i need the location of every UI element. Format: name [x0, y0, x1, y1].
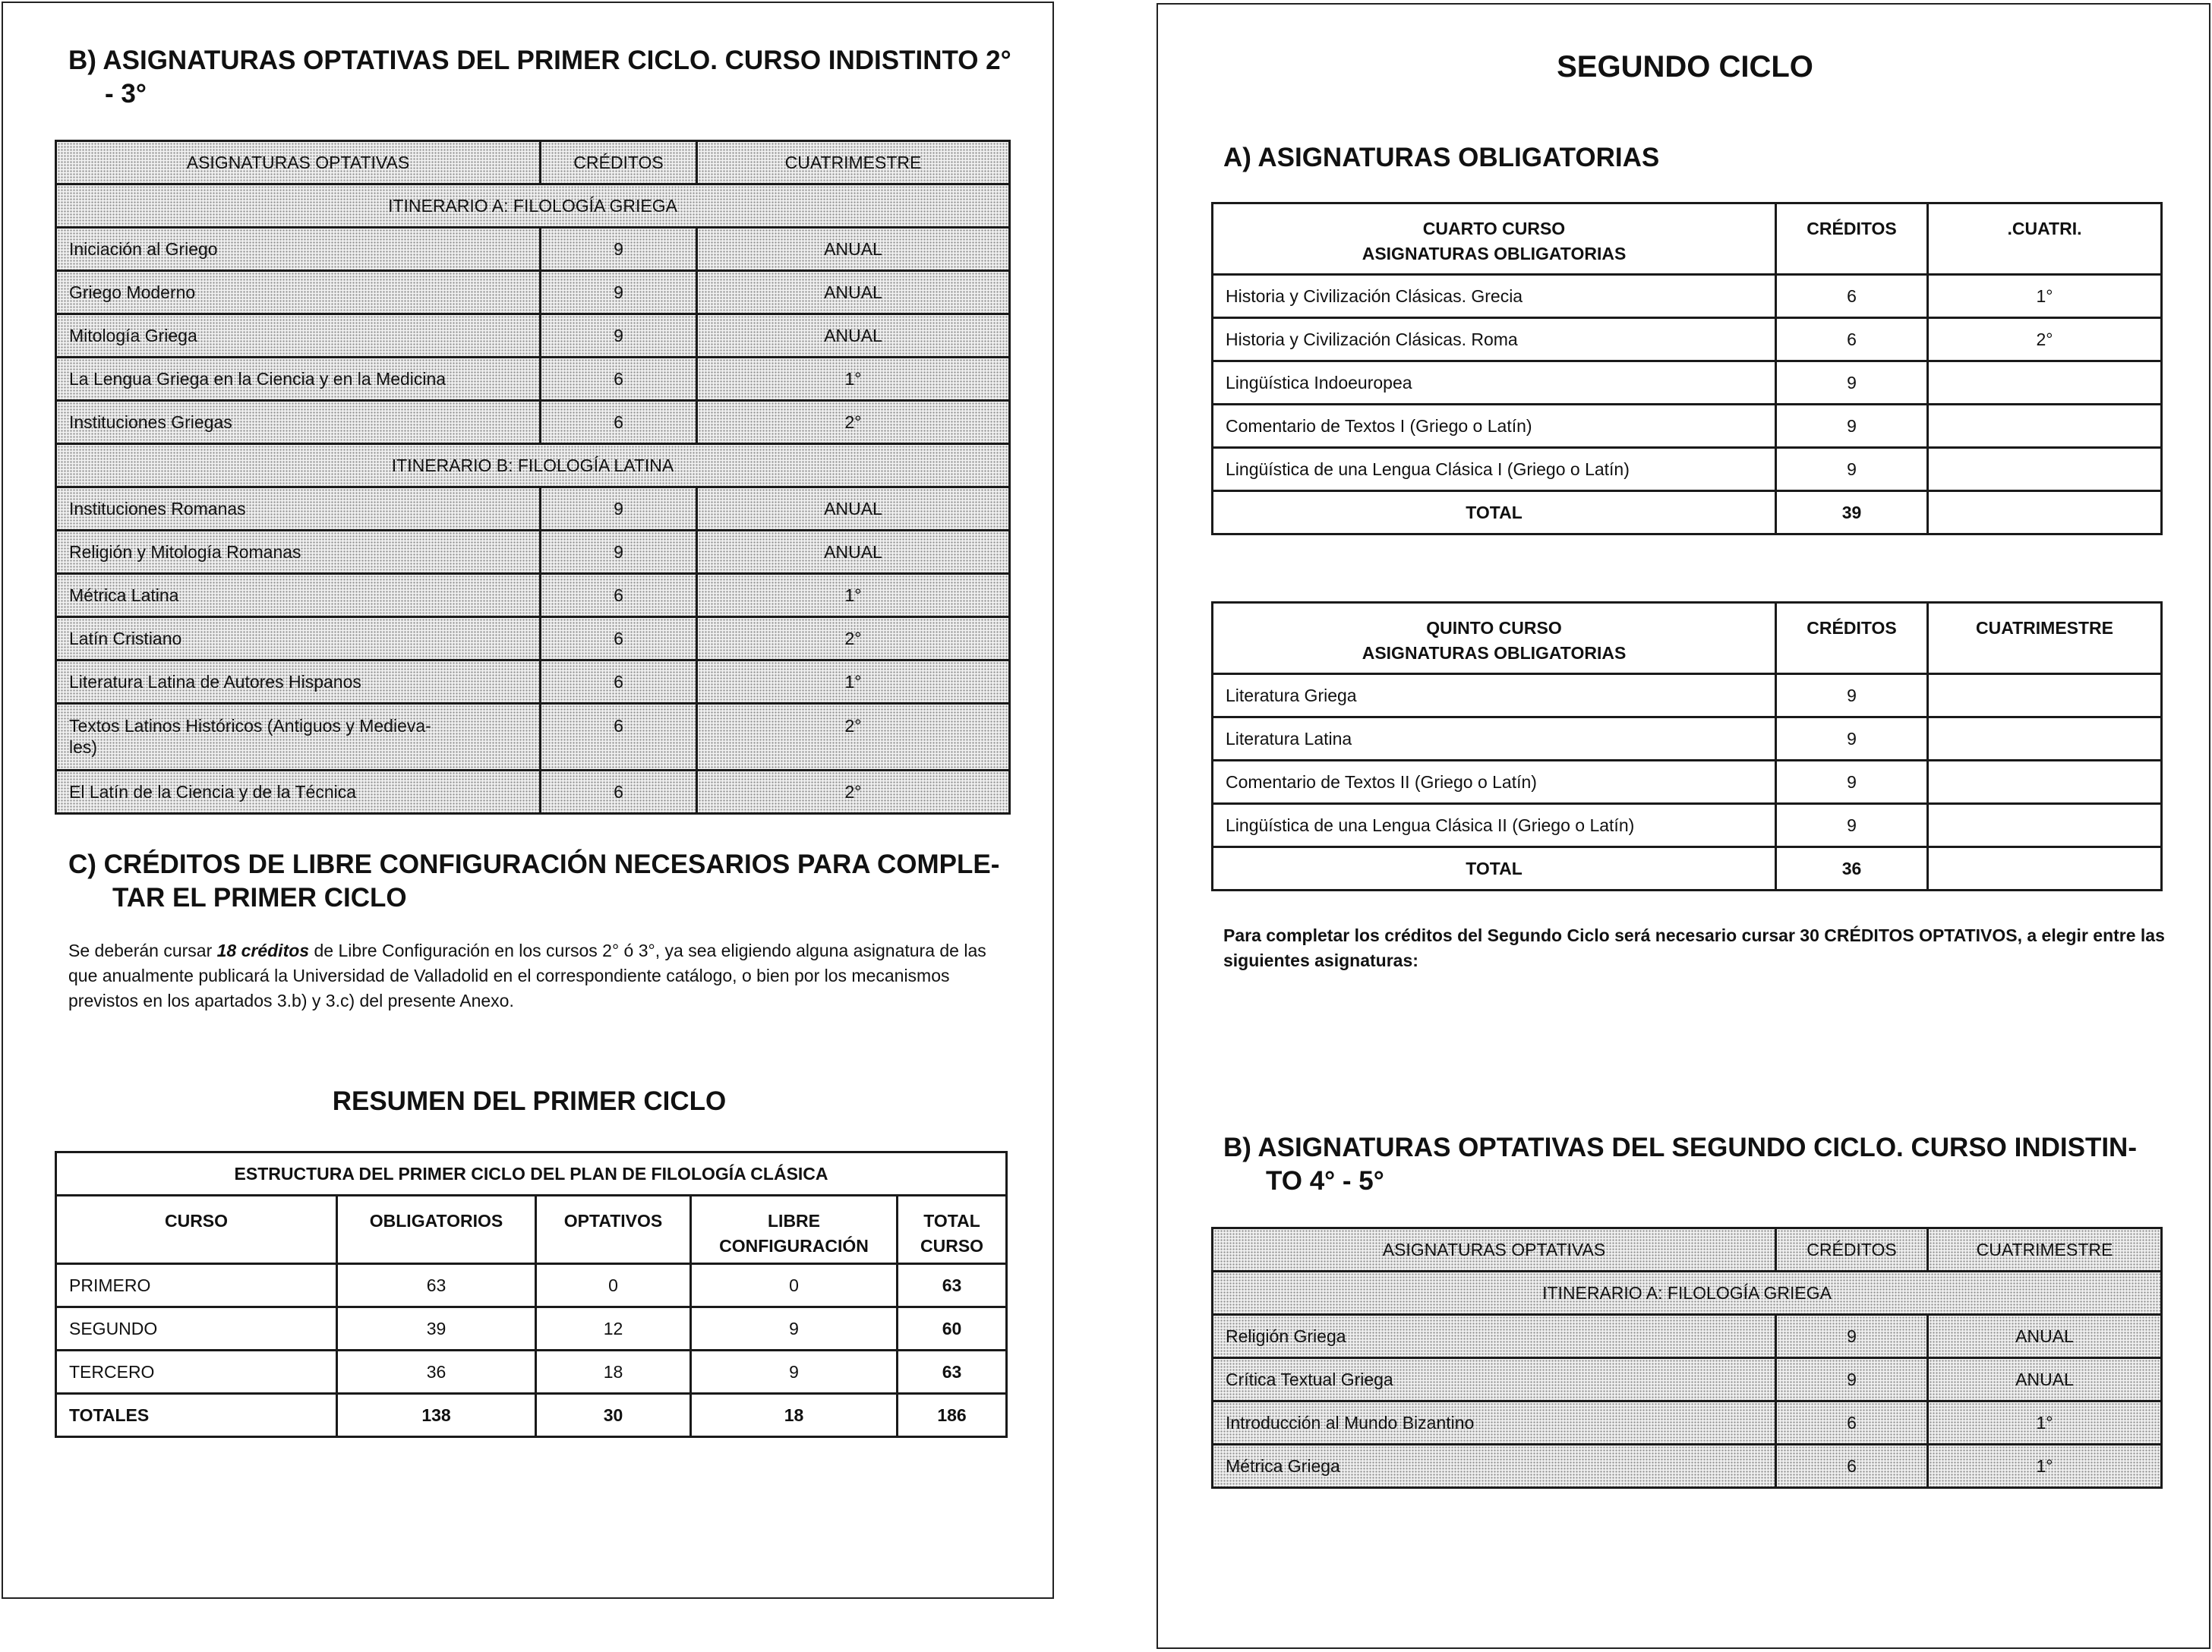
header-total-curso: TOTAL CURSO — [898, 1196, 1007, 1264]
term-cell: ANUAL — [697, 271, 1010, 314]
table-row — [1213, 717, 2162, 761]
header-curso: CURSO — [56, 1196, 337, 1264]
subject-cell: Lingüística de una Lengua Clásica II (Griego o Latín) — [1213, 804, 1776, 847]
table-row — [56, 1307, 1007, 1351]
table-row — [56, 228, 1010, 271]
optativas-primer-ciclo-table — [55, 140, 1011, 815]
total-cell: 60 — [898, 1307, 1007, 1351]
subject-cell: Religión y Mitología Romanas — [56, 531, 541, 574]
resumen-title: RESUMEN DEL PRIMER CICLO — [332, 1086, 727, 1116]
table-row — [1213, 361, 2162, 405]
curso-cell: PRIMERO — [56, 1264, 337, 1307]
table-row — [56, 314, 1010, 358]
term-cell: 1° — [1928, 275, 2162, 318]
credits-cell: 9 — [1776, 1315, 1928, 1358]
table-header-row — [56, 141, 1010, 184]
table-row — [56, 617, 1010, 660]
table-row — [1213, 1315, 2162, 1358]
table-row — [1213, 1401, 2162, 1445]
table-row — [56, 487, 1010, 531]
credits-cell: 6 — [1776, 275, 1928, 318]
credits-cell: 9 — [541, 487, 697, 531]
credits-cell: 9 — [1776, 761, 1928, 804]
section-c-title-line2: TAR EL PRIMER CICLO — [112, 883, 407, 913]
term-cell — [1928, 361, 2162, 405]
credits-cell: 9 — [1776, 405, 1928, 448]
total-cell: 186 — [898, 1394, 1007, 1437]
subject-cell: Literatura Latina — [1213, 717, 1776, 761]
total-term — [1928, 847, 2162, 891]
itinerario-a-label: ITINERARIO A: FILOLOGÍA GRIEGA — [56, 184, 1010, 228]
value-cell: 0 — [691, 1264, 898, 1307]
value-cell: 138 — [337, 1394, 536, 1437]
value-cell: 9 — [691, 1351, 898, 1394]
optativos-note: Para completar los créditos del Segundo Ciclo será necesario cursar 30 CRÉDITOS OPTATIVOS, a elegir entre las siguientes asignaturas: — [1223, 925, 2165, 970]
subject-cell: Mitología Griega — [56, 314, 541, 358]
credits-cell: 9 — [1776, 804, 1928, 847]
credits-cell: 9 — [541, 314, 697, 358]
table-row — [56, 1351, 1007, 1394]
subject-cell: Lingüística de una Lengua Clásica I (Griego o Latín) — [1213, 448, 1776, 491]
table-row — [1213, 1445, 2162, 1488]
credits-cell: 9 — [1776, 674, 1928, 717]
term-cell: ANUAL — [1928, 1315, 2162, 1358]
credits-cell: 9 — [1776, 717, 1928, 761]
left-page — [2, 2, 1054, 1599]
header-asignaturas: ASIGNATURAS OPTATIVAS — [1213, 1228, 1776, 1272]
term-cell — [1928, 717, 2162, 761]
header-cuatrimestre: CUATRIMESTRE — [1928, 603, 2162, 674]
section-c-title — [68, 848, 1025, 915]
total-row — [1213, 847, 2162, 891]
curso-cell: SEGUNDO — [56, 1307, 337, 1351]
table-row — [56, 704, 1010, 771]
section-b-title-line1: B) ASIGNATURAS OPTATIVAS DEL PRIMER CICLO. CURSO INDISTINTO 2° — [68, 46, 1011, 75]
table-row — [1213, 318, 2162, 361]
header-cuatrimestre: CUATRIMESTRE — [697, 141, 1010, 184]
itinerario-a-row — [56, 184, 1010, 228]
credits-cell: 6 — [541, 660, 697, 704]
term-cell — [1928, 761, 2162, 804]
table-row — [56, 271, 1010, 314]
table-row — [1213, 448, 2162, 491]
total-value: 36 — [1776, 847, 1928, 891]
term-cell: 2° — [697, 771, 1010, 814]
subject-cell: Instituciones Romanas — [56, 487, 541, 531]
table-row — [56, 401, 1010, 444]
section-b-title — [1223, 1131, 2195, 1198]
section-a-title: A) ASIGNATURAS OBLIGATORIAS — [1223, 143, 1660, 172]
credits-cell: 9 — [541, 531, 697, 574]
subject-cell: Literatura Latina de Autores Hispanos — [56, 660, 541, 704]
paragraph-text-pre: Se deberán cursar — [68, 941, 217, 960]
right-page — [1156, 3, 2210, 1649]
table-row — [56, 1264, 1007, 1307]
quinto-curso-table — [1211, 601, 2163, 891]
subject-cell: Historia y Civilización Clásicas. Grecia — [1213, 275, 1776, 318]
value-cell: 39 — [337, 1307, 536, 1351]
subject-cell: Comentario de Textos I (Griego o Latín) — [1213, 405, 1776, 448]
subject-cell: Historia y Civilización Clásicas. Roma — [1213, 318, 1776, 361]
table-row — [1213, 804, 2162, 847]
total-row — [1213, 491, 2162, 534]
credits-cell: 9 — [1776, 361, 1928, 405]
total-label: TOTAL — [1213, 491, 1776, 534]
cuarto-curso-table — [1211, 202, 2163, 535]
section-b-title-line2: TO 4° - 5° — [1266, 1166, 1384, 1196]
table-header-row — [1213, 1228, 2162, 1272]
table-row — [1213, 405, 2162, 448]
subject-cell-line1: Textos Latinos Históricos (Antiguos y Medieva- — [69, 716, 431, 736]
itinerario-a-row — [1213, 1272, 2162, 1315]
header-quinto-line2: ASIGNATURAS OBLIGATORIAS — [1362, 643, 1627, 663]
table-row — [56, 574, 1010, 617]
header-quinto-line1: QUINTO CURSO — [1426, 618, 1562, 638]
header-libre-configuracion: LIBRE CONFIGURACIÓN — [691, 1196, 898, 1264]
section-b-title-line1: B) ASIGNATURAS OPTATIVAS DEL SEGUNDO CICLO. CURSO INDISTIN- — [1223, 1133, 2137, 1162]
credits-cell: 6 — [541, 401, 697, 444]
value-cell: 0 — [536, 1264, 691, 1307]
value-cell: 18 — [536, 1351, 691, 1394]
subject-cell: Crítica Textual Griega — [1213, 1358, 1776, 1401]
cuarto-header-row — [1213, 203, 2162, 275]
term-cell: 2° — [1928, 318, 2162, 361]
term-cell: ANUAL — [1928, 1358, 2162, 1401]
subject-cell: Métrica Griega — [1213, 1445, 1776, 1488]
value-cell: 63 — [337, 1264, 536, 1307]
subject-cell-line2: les) — [69, 737, 98, 757]
section-c-paragraph — [68, 938, 992, 1014]
subject-cell: Latín Cristiano — [56, 617, 541, 660]
header-creditos: CRÉDITOS — [1776, 1228, 1928, 1272]
credits-cell: 6 — [541, 771, 697, 814]
credits-cell: 6 — [541, 358, 697, 401]
credits-cell: 9 — [1776, 1358, 1928, 1401]
paragraph-text-post: de Libre Configuración en los cursos 2° ó 3°, ya sea eligiendo alguna asignatura de las que anualmente publicará la Universidad de Valladolid en el correspondiente catálogo, o bien por los mecanismos previstos en los apartados 3.b) y 3.c) del presente Anexo. — [68, 941, 986, 1010]
value-cell: 36 — [337, 1351, 536, 1394]
subject-cell: Literatura Griega — [1213, 674, 1776, 717]
total-cell: 63 — [898, 1264, 1007, 1307]
term-cell — [1928, 804, 2162, 847]
value-cell: 30 — [536, 1394, 691, 1437]
term-cell: 1° — [697, 358, 1010, 401]
subject-cell: Instituciones Griegas — [56, 401, 541, 444]
credits-cell: 6 — [541, 617, 697, 660]
credits-cell: 6 — [1776, 318, 1928, 361]
term-cell: ANUAL — [697, 531, 1010, 574]
term-cell: ANUAL — [697, 228, 1010, 271]
itinerario-b-label: ITINERARIO B: FILOLOGÍA LATINA — [56, 444, 1010, 487]
table-row — [1213, 275, 2162, 318]
header-creditos: CRÉDITOS — [541, 141, 697, 184]
term-cell — [1928, 674, 2162, 717]
value-cell: 18 — [691, 1394, 898, 1437]
table-row — [1213, 674, 2162, 717]
table-row — [1213, 1358, 2162, 1401]
term-cell: 1° — [1928, 1445, 2162, 1488]
subject-cell: Comentario de Textos II (Griego o Latín) — [1213, 761, 1776, 804]
header-optativos: OPTATIVOS — [536, 1196, 691, 1264]
value-cell: 12 — [536, 1307, 691, 1351]
total-value: 39 — [1776, 491, 1928, 534]
table-row — [56, 531, 1010, 574]
curso-cell: TERCERO — [56, 1351, 337, 1394]
credits-cell: 6 — [1776, 1445, 1928, 1488]
term-cell: 1° — [697, 660, 1010, 704]
credits-cell: 9 — [541, 271, 697, 314]
credits-cell: 6 — [1776, 1401, 1928, 1445]
header-cuatri: .CUATRI. — [1928, 203, 2162, 275]
subject-cell: El Latín de la Ciencia y de la Técnica — [56, 771, 541, 814]
table-row — [56, 771, 1010, 814]
itinerario-b-row — [56, 444, 1010, 487]
table-row — [1213, 761, 2162, 804]
header-creditos: CRÉDITOS — [1776, 603, 1928, 674]
segundo-ciclo-title: SEGUNDO CICLO — [1557, 50, 1813, 84]
header-obligatorios: OBLIGATORIOS — [337, 1196, 536, 1264]
itinerario-a-label: ITINERARIO A: FILOLOGÍA GRIEGA — [1213, 1272, 2162, 1315]
header-asignaturas: ASIGNATURAS OPTATIVAS — [56, 141, 541, 184]
subject-cell: Iniciación al Griego — [56, 228, 541, 271]
credits-cell: 9 — [1776, 448, 1928, 491]
section-c-title-line1: C) CRÉDITOS DE LIBRE CONFIGURACIÓN NECESARIOS PARA COMPLE- — [68, 850, 1000, 879]
resumen-caption-row — [56, 1152, 1007, 1196]
header-cuarto-line2: ASIGNATURAS OBLIGATORIAS — [1362, 244, 1627, 263]
term-cell — [1928, 448, 2162, 491]
subject-cell: Introducción al Mundo Bizantino — [1213, 1401, 1776, 1445]
header-cuarto-curso — [1213, 203, 1776, 275]
subject-cell: Métrica Latina — [56, 574, 541, 617]
term-cell: 2° — [697, 401, 1010, 444]
quinto-header-row — [1213, 603, 2162, 674]
value-cell: 9 — [691, 1307, 898, 1351]
term-cell: 1° — [1928, 1401, 2162, 1445]
section-b-title-line2: - 3° — [105, 79, 147, 109]
table-row — [56, 358, 1010, 401]
subject-cell: Religión Griega — [1213, 1315, 1776, 1358]
resumen-caption: ESTRUCTURA DEL PRIMER CICLO DEL PLAN DE FILOLOGÍA CLÁSICA — [56, 1152, 1007, 1196]
header-cuarto-line1: CUARTO CURSO — [1422, 219, 1566, 238]
credits-cell: 6 — [541, 704, 697, 771]
optativas-segundo-ciclo-table — [1211, 1227, 2163, 1489]
term-cell: ANUAL — [697, 314, 1010, 358]
section-b-title — [68, 44, 1018, 111]
table-row — [56, 660, 1010, 704]
resumen-table — [55, 1151, 1008, 1438]
subject-cell — [56, 704, 541, 771]
header-quinto-curso — [1213, 603, 1776, 674]
header-creditos: CRÉDITOS — [1776, 203, 1928, 275]
curso-cell: TOTALES — [56, 1394, 337, 1437]
subject-cell: Lingüística Indoeuropea — [1213, 361, 1776, 405]
term-cell: 2° — [697, 704, 1010, 771]
subject-cell: Griego Moderno — [56, 271, 541, 314]
total-cell: 63 — [898, 1351, 1007, 1394]
term-cell: 2° — [697, 617, 1010, 660]
totales-row — [56, 1394, 1007, 1437]
total-term — [1928, 491, 2162, 534]
subject-cell: La Lengua Griega en la Ciencia y en la Medicina — [56, 358, 541, 401]
header-cuatrimestre: CUATRIMESTRE — [1928, 1228, 2162, 1272]
credits-cell: 9 — [541, 228, 697, 271]
paragraph-text-emphasis: 18 créditos — [216, 941, 310, 960]
term-cell — [1928, 405, 2162, 448]
term-cell: 1° — [697, 574, 1010, 617]
total-label: TOTAL — [1213, 847, 1776, 891]
term-cell: ANUAL — [697, 487, 1010, 531]
credits-cell: 6 — [541, 574, 697, 617]
resumen-header-row — [56, 1196, 1007, 1264]
